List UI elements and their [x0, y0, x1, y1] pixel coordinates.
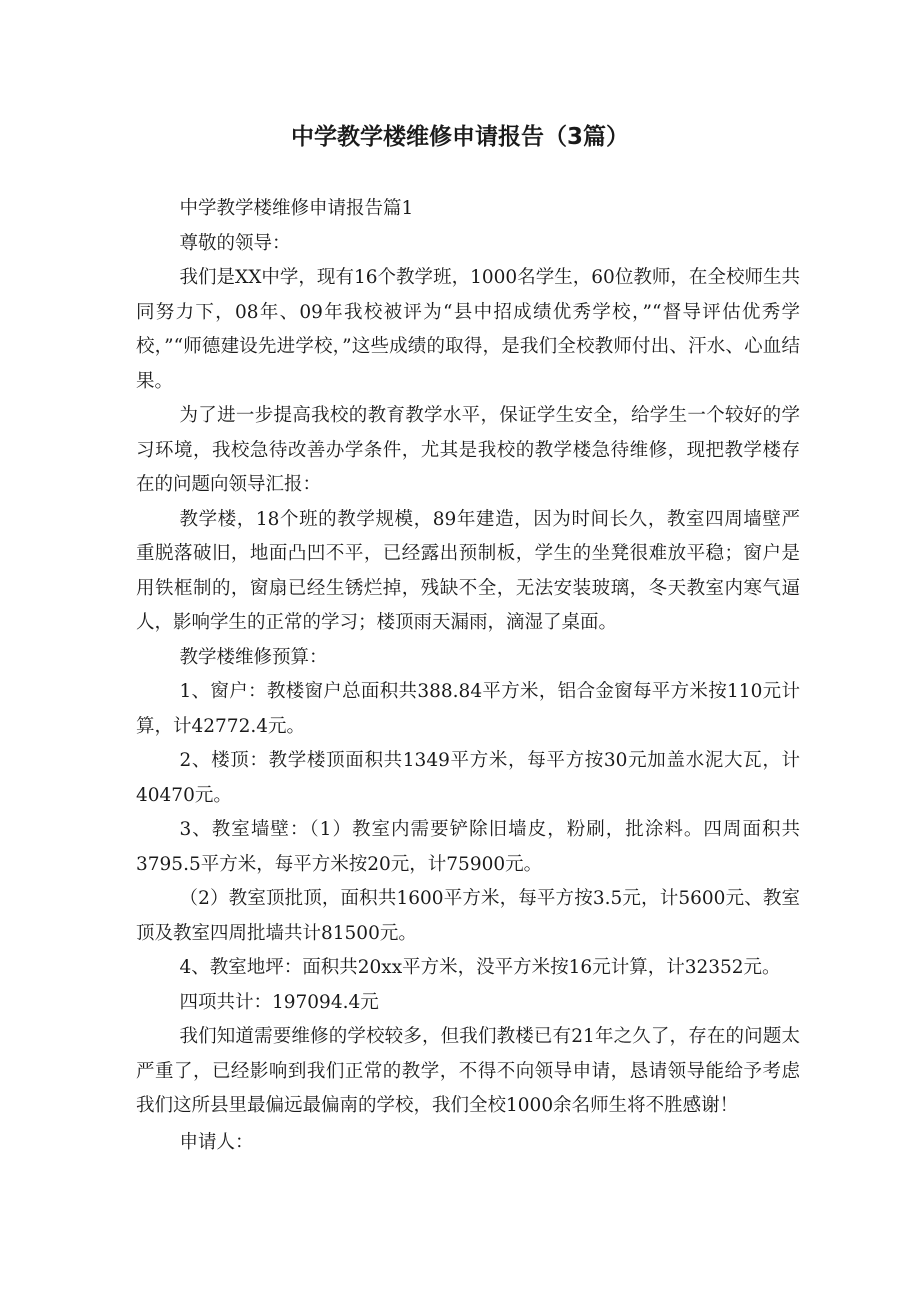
budget-total: 四项共计：197094.4元 [179, 991, 379, 1013]
budget-item-floor: 4、教室地坪：面积共20xx平方米，没平方米按16元计算，计32352元。 [179, 957, 781, 978]
budget-item-windows: 1、窗户：教楼窗户总面积共388.84平方米，铝合金窗每平方米按110元计算，计42772.4元。 [136, 681, 800, 737]
budget-item-walls: 3、教室墙壁：（1）教室内需要铲除旧墙皮，粉刷，批涂料。四周面积共3795.5平方米，每平方米按20元，计75900元。 [136, 819, 800, 875]
document-title: 中学教学楼维修申请报告（3篇） [290, 124, 629, 150]
paragraph-request: 我们知道需要维修的学校较多，但我们教楼已有21年之久了，存在的问题太严重了，已经影响到我们正常的教学，不得不向领导申请，恳请领导能给予考虑我们这所县里最偏远最偏南的学校，我们全校1000余名师生将不胜感谢！ [136, 1026, 800, 1116]
paragraph-problems: 教学楼，18个班的教学规模，89年建造，因为时间长久，教室四周墙壁严重脱落破旧，地面凸凹不平，已经露出预制板，学生的坐凳很难放平稳；窗户是用铁框制的，窗扇已经生锈烂掉，残缺不全，无法安装玻璃，冬天教室内寒气逼人，影响学生的正常的学习；楼顶雨天漏雨，滴湿了桌面。 [136, 508, 800, 633]
budget-item-roof: 2、楼顶：教学楼顶面积共1349平方米，每平方按30元加盖水泥大瓦，计40470元。 [136, 750, 800, 806]
document-body [136, 192, 800, 1160]
applicant-label: 申请人： [179, 1131, 254, 1153]
section-heading: 中学教学楼维修申请报告篇1 [179, 198, 414, 219]
paragraph-purpose: 为了进一步提高我校的教育教学水平，保证学生安全，给学生一个较好的学习环境，我校急待改善办学条件，尤其是我校的教学楼急待维修，现把教学楼存在的问题向领导汇报： [136, 405, 800, 495]
budget-item-ceiling: （2）教室顶批顶，面积共1600平方米，每平方按3.5元，计5600元、教室顶及教室四周批墙共计81500元。 [136, 888, 800, 944]
paragraph-intro: 我们是XX中学，现有16个教学班，1000名学生，60位教师，在全校师生共同努力下，08年、09年我校被评为“县中招成绩优秀学校，”“督导评估优秀学校，”“师德建设先进学校，”这些成绩的取得，是我们全校教师付出、汗水、心血结果。 [136, 267, 800, 392]
salutation: 尊敬的领导： [179, 232, 291, 254]
budget-heading: 教学楼维修预算： [179, 646, 328, 668]
